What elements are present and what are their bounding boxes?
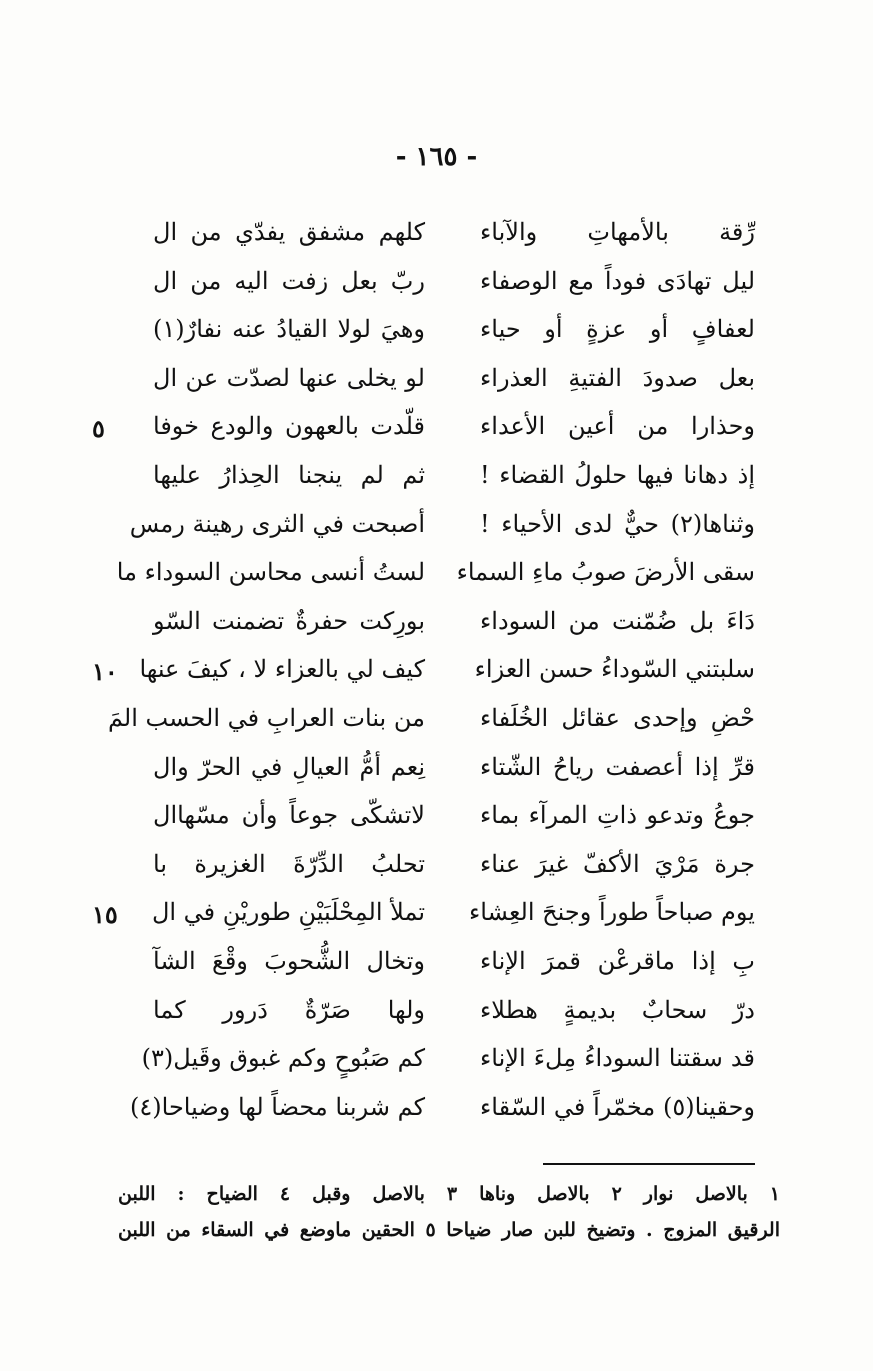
- footnotes: [118, 1176, 780, 1248]
- footnote-divider: [543, 1163, 755, 1165]
- verse-line: [0, 212, 873, 262]
- verse-line: [0, 649, 873, 699]
- verse-first-hemistich: ربّ بعل زفت اليه من ال: [153, 266, 425, 295]
- verse-second-hemistich: رِّقة بالأمهاتِ والآباء: [480, 218, 755, 246]
- verse-first-hemistich: كلهم مشفق يفدّي من ال: [153, 218, 425, 246]
- verse-line-number: ١٠: [92, 657, 118, 687]
- verse-second-hemistich: قد سقتنا السوداءُ مِلءَ الإناء: [480, 1044, 755, 1073]
- verse-second-hemistich: بِ إذا ماقرعْن قمرَ الإناء: [480, 947, 755, 975]
- verse-line: [0, 892, 873, 942]
- verse-second-hemistich: ليل تهادَى فوداً مع الوصفاء: [480, 266, 755, 295]
- verse-line: [0, 990, 873, 1040]
- verse-line: [0, 601, 873, 651]
- verse-second-hemistich: جوعُ وتدعو ذاتِ المرآء بماء: [480, 801, 755, 830]
- verse-second-hemistich: وحذارا من أعين الأعداء: [480, 412, 755, 441]
- footnote-line: ١ بالاصل نوار ٢ بالاصل وناها ٣ بالاصل وقبل ٤ الضياح : اللبن: [118, 1183, 780, 1205]
- verse-line: [0, 504, 873, 554]
- verse-second-hemistich: وحقينا(٥) مخمّراً في السّقاء: [480, 1092, 755, 1121]
- verse-first-hemistich: وهيَ لولا القيادُ عنه نفارٌ(١): [153, 315, 425, 344]
- verse-second-hemistich: لعفافٍ أو عزةٍ أو حياء: [480, 315, 755, 344]
- verse-line: [0, 698, 873, 748]
- verse-first-hemistich: من بنات العرابِ في الحسب المَ: [107, 704, 425, 732]
- verse-first-hemistich: كم شربنا محضاً لها وضياحا(٤): [130, 1092, 425, 1121]
- verse-second-hemistich: حْضِ وإحدى عقائل الخُلَفاء: [480, 704, 755, 732]
- verse-first-hemistich: وتخال الشُّحوبَ وقْعَ الشآ: [153, 947, 425, 975]
- verse-first-hemistich: تحلبُ الدِّرّةَ الغزيرة با: [153, 849, 425, 878]
- verse-line: [0, 406, 873, 456]
- verse-first-hemistich: ثم لم ينجنا الحِذارُ عليها: [153, 461, 425, 489]
- footnote-line: الرقيق المزوج . وتضيخ للبن صار ضياحا ٥ الحقين ماوضع في السقاء من اللبن: [118, 1219, 781, 1241]
- poem: [0, 212, 873, 1152]
- verse-line-number: ٥: [92, 414, 105, 444]
- verse-first-hemistich: لستُ أنسى محاسن السوداء ما: [116, 558, 425, 587]
- verse-line: [0, 1087, 873, 1137]
- verse-first-hemistich: بورِكت حفرةٌ تضمنت السّو: [153, 606, 425, 635]
- verse-second-hemistich: قرِّ إذا أعصفت رياحُ الشّتاء: [480, 752, 755, 781]
- verse-second-hemistich: درّ سحابٌ بديمةٍ هطلاء: [480, 995, 755, 1024]
- verse-second-hemistich: إذ دهانا فيها حلولُ القضاء !: [480, 461, 755, 489]
- verse-first-hemistich: تملأ المِحْلَبَيْنِ طوريْنِ في ال: [151, 898, 425, 927]
- verse-line: [0, 358, 873, 408]
- verse-line: [0, 747, 873, 797]
- verse-first-hemistich: كم صَبُوحٍ وكم غبوق وقَيل(٣): [141, 1044, 425, 1073]
- verse-line: [0, 455, 873, 505]
- verse-second-hemistich: سلبتني السّوداءُ حسن العزاء: [474, 655, 755, 684]
- verse-first-hemistich: ولها صَرّةٌ دَرور كما: [153, 995, 425, 1024]
- verse-second-hemistich: وثناها(٢) حيٌّ لدى الأحياء !: [480, 509, 755, 538]
- verse-line-number: ١٥: [92, 900, 118, 930]
- page-number: - ١٦٥ -: [395, 142, 478, 172]
- verse-second-hemistich: بعل صدودَ الفتيةِ العذراء: [480, 363, 755, 392]
- verse-second-hemistich: دَاءَ بل ضُمّنت من السوداء: [480, 606, 755, 635]
- verse-line: [0, 309, 873, 359]
- verse-line: [0, 552, 873, 602]
- verse-second-hemistich: جرة مَرْيَ الأكفّ غيرَ عناء: [480, 849, 755, 878]
- verse-line: [0, 261, 873, 311]
- verse-first-hemistich: كيف لي بالعزاء لا ، كيفَ عنها: [139, 655, 425, 684]
- verse-first-hemistich: أصبحت في الثرى رهينة رمس: [129, 509, 425, 538]
- verse-second-hemistich: يوم صباحاً طوراً وجنحَ العِشاء: [468, 898, 755, 927]
- verse-first-hemistich: قلّدت بالعهون والودع خوفا: [153, 412, 425, 441]
- verse-line: [0, 941, 873, 991]
- verse-first-hemistich: لاتشكّى جوعاً وأن مسّهاال: [153, 801, 425, 830]
- verse-first-hemistich: لو يخلى عنها لصدّت عن ال: [153, 363, 425, 392]
- verse-first-hemistich: نِعم أمُّ العيالِ في الحرّ وال: [153, 752, 425, 781]
- verse-line: [0, 795, 873, 845]
- verse-second-hemistich: سقى الأرضَ صوبُ ماءِ السماء: [456, 558, 755, 587]
- verse-line: [0, 844, 873, 894]
- verse-line: [0, 1038, 873, 1088]
